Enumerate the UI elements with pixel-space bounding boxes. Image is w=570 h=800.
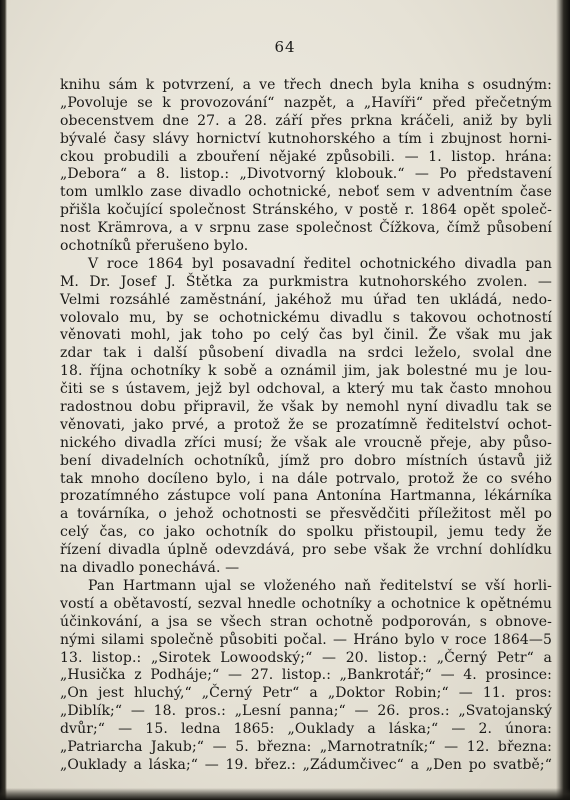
text-line: radostnou dobu připravil, že však by nemohl nyní divadlu tak se bbox=[60, 399, 552, 416]
text-line: „Povoluje se k provozování“ nazpět, a „Havíři“ před přečetným bbox=[60, 94, 552, 111]
text-line: tom umlklo zase divadlo ochotnické, neboť sem v adventním čase bbox=[60, 184, 552, 201]
text-line: a továrníka, o jehož ochotnosti se přesvědčiti příležitost měl po bbox=[60, 506, 552, 523]
text-line: „Husička z Podháje;“ — 27. listop.: „Bankrotář;“ — 4. prosince: bbox=[60, 667, 552, 684]
page-number: 64 bbox=[274, 38, 296, 56]
page-shadow-right bbox=[556, 0, 570, 800]
text-line: věnovati, jako prvé, a protož že se prozatímně ředitelství ochot- bbox=[60, 416, 552, 433]
text-line: bývalé časy slávy hornictví kutnohorského a tím i zbujnost horni- bbox=[60, 130, 552, 147]
text-line: tak mnoho docíleno bylo, i na dále potrvalo, protož že co svého bbox=[60, 470, 552, 487]
text-line: „Diblík;“ — 18. pros.: „Lesní panna;“ — 26. pros.: „Svatojanský bbox=[60, 703, 552, 720]
text-line: volovalo mu, by se ochotnickému divadlu s takovou ochotností bbox=[60, 309, 552, 326]
text-line: nického divadla zříci musí; že však ale vroucně přeje, aby půso- bbox=[60, 434, 552, 451]
text-line: dvůr;“ — 15. ledna 1865: „Ouklady a láska;“ — 2. února: bbox=[60, 721, 552, 738]
text-line: ochotníků přerušeno bylo. bbox=[60, 238, 249, 255]
text-line: Pan Hartmann ujal se vloženého naň ředitelství se vší horli- bbox=[88, 577, 552, 594]
text-line: „On jest hluchý,“ „Černý Petr“ a „Doktor Robin;“ — 11. pros: bbox=[60, 685, 552, 702]
text-line: vostí a obětavostí, sezval hnedle ochotníky a ochotnice k opětnému bbox=[60, 595, 552, 612]
text-line: M. Dr. Josef J. Štětka za purkmistra kutnohorského zvolen. — bbox=[60, 273, 552, 290]
text-line: „Ouklady a láska;“ — 19. břez.: „Zádumčivec“ a „Den po svatbě;“ bbox=[60, 756, 552, 773]
body-text bbox=[60, 77, 552, 775]
page-shadow-left bbox=[0, 0, 7, 800]
text-line: nost Krämrova, a v srpnu zase společnost Čížkova, čímž působení bbox=[60, 220, 552, 237]
text-line: účinkování, a jsa se všech stran ochotně podporován, s obnove- bbox=[60, 613, 552, 630]
text-line: Velmi rozsáhlé zaměstnání, jakéhož mu úřad ten ukládá, nedo- bbox=[60, 291, 552, 308]
text-line: věnovati mohl, jak toho po celý čas byl činil. Že však mu jak bbox=[60, 327, 552, 344]
text-line: „Patriarcha Jakub;“ — 5. března: „Marnotratník;“ — 12. března: bbox=[60, 738, 552, 755]
text-line: V roce 1864 byl posavadní ředitel ochotnického divadla pan bbox=[88, 255, 552, 272]
text-line: „Debora“ a 8. listop.: „Divotvorný klobouk.“ — Po představení bbox=[60, 166, 552, 183]
text-line: řízení divadla úplně odevzdává, pro sebe však že vrchní dohlídku bbox=[60, 542, 552, 559]
text-line: 13. listop.: „Sirotek Lowoodský;“ — 20. listop.: „Černý Petr“ a bbox=[60, 649, 552, 666]
text-line: 18. října ochotníky k sobě a oznámil jim, jak bolestné mu je lou- bbox=[60, 363, 552, 380]
page-shadow-bottom bbox=[0, 788, 570, 800]
text-line: obecenstvem dne 27. a 28. září přes prkna kráčeli, aniž by byli bbox=[60, 112, 552, 129]
text-line: nými silami společně působiti počal. — Hráno bylo v roce 1864—5 bbox=[60, 631, 552, 648]
text-line: zdar tak i další působení divadla na srdci leželo, svolal dne bbox=[60, 345, 552, 362]
text-line: knihu sám k potvrzení, a ve třech dnech byla kniha s osudným: bbox=[60, 77, 552, 93]
text-line: bení divadelních ochotníků, jímž pro dobro místních ústavů již bbox=[60, 452, 552, 469]
text-line: ckou probudili a zbouření nějaké způsobili. — 1. listop. hrána: bbox=[60, 148, 552, 165]
text-line: čiti se s ústavem, jejž byl odchoval, a který mu tak často mnohou bbox=[60, 381, 552, 398]
text-line: na divadlo ponechává. — bbox=[60, 560, 240, 577]
text-line: prozatímného zástupce volí pana Antonína Hartmanna, lékárníka bbox=[60, 488, 552, 505]
text-line: přišla kočující společnost Stránského, v postě r. 1864 opět společ- bbox=[60, 202, 552, 219]
text-line: celý čas, co jako ochotník do spolku přistoupil, jemu tedy že bbox=[60, 524, 552, 541]
